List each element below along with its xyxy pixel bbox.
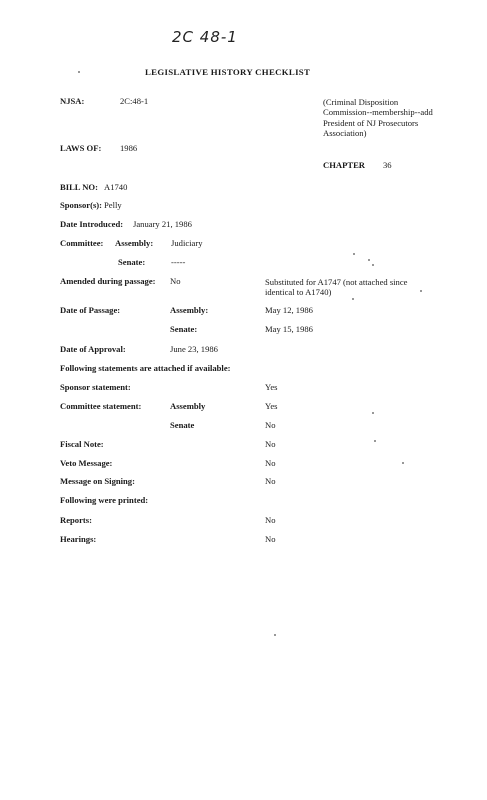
sponsor-statement-value: Yes xyxy=(265,382,278,392)
laws-of-label: LAWS OF: xyxy=(60,143,102,153)
veto-message-value: No xyxy=(265,458,276,468)
handwritten-code: 2C 48-1 xyxy=(172,28,238,46)
scan-speck xyxy=(420,290,422,292)
date-of-passage-label: Date of Passage: xyxy=(60,305,121,315)
committee-statement-assembly-label: Assembly xyxy=(170,401,206,411)
date-introduced-label: Date Introduced: xyxy=(60,219,124,229)
committee-statement-senate-label: Senate xyxy=(170,420,195,430)
scan-speck xyxy=(402,462,404,464)
scan-speck xyxy=(274,634,276,636)
committee-assembly-label: Assembly: xyxy=(115,238,154,248)
bill-no-value: A1740 xyxy=(104,182,128,192)
date-of-approval-value: June 23, 1986 xyxy=(170,344,218,354)
sponsor-statement-label: Sponsor statement: xyxy=(60,382,131,392)
reports-value: No xyxy=(265,515,276,525)
fiscal-note-value: No xyxy=(265,439,276,449)
hearings-label: Hearings: xyxy=(60,534,97,544)
scan-speck xyxy=(368,259,370,261)
passage-senate-value: May 15, 1986 xyxy=(265,324,313,334)
committee-assembly-value: Judiciary xyxy=(171,238,203,248)
substituted-note: Substituted for A1747 (not attached since identical to A1740) xyxy=(265,277,408,298)
njsa-label: NJSA: xyxy=(60,96,85,106)
date-of-approval-label: Date of Approval: xyxy=(60,344,126,354)
committee-statement-senate-value: No xyxy=(265,420,276,430)
committee-statement-label: Committee statement: xyxy=(60,401,142,411)
committee-senate-value: ----- xyxy=(171,257,186,267)
message-on-signing-label: Message on Signing: xyxy=(60,476,135,486)
amended-value: No xyxy=(170,276,181,286)
fiscal-note-label: Fiscal Note: xyxy=(60,439,104,449)
bill-no-label: BILL NO: xyxy=(60,182,98,192)
scan-speck xyxy=(352,298,354,300)
amended-label: Amended during passage: xyxy=(60,276,156,286)
passage-assembly-value: May 12, 1986 xyxy=(265,305,313,315)
committee-senate-label: Senate: xyxy=(118,257,146,267)
chapter-label: CHAPTER xyxy=(323,160,366,170)
sponsors-label: Sponsor(s): xyxy=(60,200,103,210)
statements-heading: Following statements are attached if available: xyxy=(60,363,231,373)
sponsors-value: Pelly xyxy=(104,200,122,210)
passage-senate-label: Senate: xyxy=(170,324,198,334)
njsa-description: (Criminal Disposition Commission--membership--add President of NJ Prosecutors Association) xyxy=(323,97,433,139)
reports-label: Reports: xyxy=(60,515,92,525)
passage-assembly-label: Assembly: xyxy=(170,305,209,315)
scan-speck xyxy=(78,71,80,73)
chapter-value: 36 xyxy=(383,160,392,170)
laws-of-value: 1986 xyxy=(120,143,138,153)
veto-message-label: Veto Message: xyxy=(60,458,113,468)
committee-label: Committee: xyxy=(60,238,104,248)
committee-statement-assembly-value: Yes xyxy=(265,401,278,411)
date-introduced-value: January 21, 1986 xyxy=(133,219,192,229)
njsa-value: 2C:48-1 xyxy=(120,96,149,106)
scan-speck xyxy=(372,412,374,414)
scan-speck xyxy=(353,253,355,255)
hearings-value: No xyxy=(265,534,276,544)
page-title: LEGISLATIVE HISTORY CHECKLIST xyxy=(145,67,311,77)
printed-heading: Following were printed: xyxy=(60,495,149,505)
message-on-signing-value: No xyxy=(265,476,276,486)
scan-speck xyxy=(372,264,374,266)
scan-speck xyxy=(374,440,376,442)
